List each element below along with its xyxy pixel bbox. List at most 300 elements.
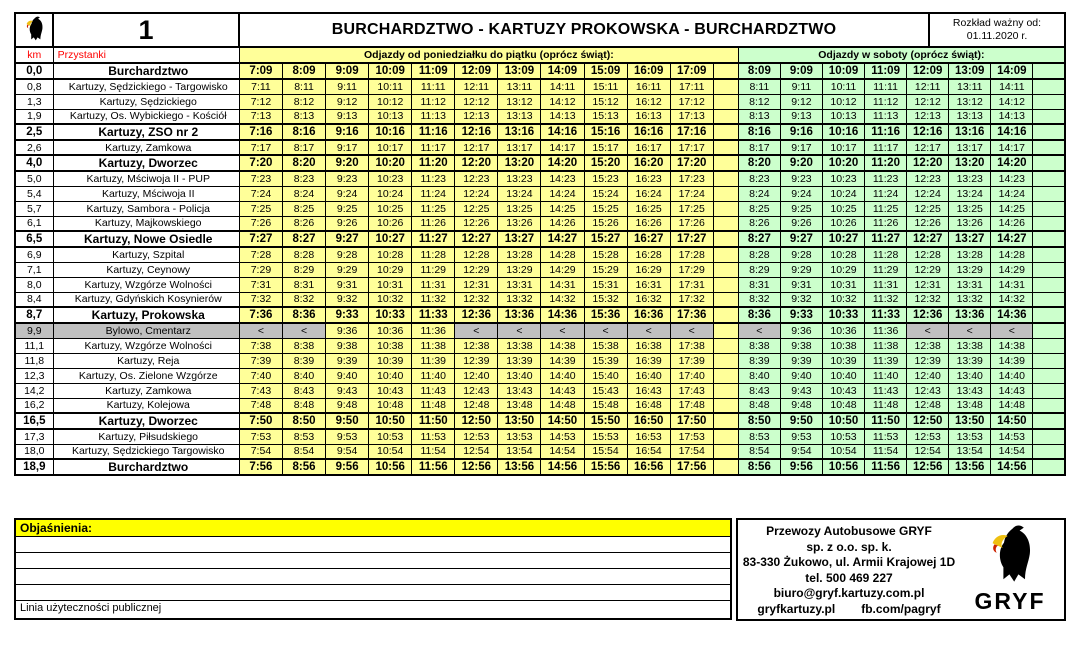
saturday-time-cell: 12:16 bbox=[907, 124, 949, 140]
company-phone: tel. 500 469 227 bbox=[805, 570, 893, 585]
weekday-time-cell: 10:12 bbox=[369, 94, 412, 109]
route-title: BURCHARDZTWO - KARTUZY PROKOWSKA - BURCHARDZTWO bbox=[240, 14, 930, 46]
weekday-time-cell: 9:27 bbox=[326, 231, 369, 247]
weekday-time-cell: 17:12 bbox=[670, 94, 713, 109]
saturday-time-cell: 9:09 bbox=[780, 63, 822, 79]
weekday-time-cell: 14:43 bbox=[541, 383, 584, 398]
weekday-empty-cell bbox=[713, 368, 738, 383]
weekday-time-cell: 7:31 bbox=[239, 277, 282, 292]
saturday-time-cell: 10:11 bbox=[822, 79, 864, 94]
weekday-time-cell: 7:20 bbox=[239, 155, 282, 171]
weekday-time-cell: 15:50 bbox=[584, 413, 627, 429]
weekday-time-cell: 16:54 bbox=[627, 444, 670, 459]
weekday-time-cell: 9:43 bbox=[326, 383, 369, 398]
saturday-time-cell: 9:32 bbox=[780, 292, 822, 307]
weekday-time-cell: 12:31 bbox=[455, 277, 498, 292]
skip-cell: < bbox=[670, 323, 713, 338]
saturday-time-cell: 13:40 bbox=[949, 368, 991, 383]
timetable-row bbox=[15, 171, 1065, 186]
weekday-empty-cell bbox=[713, 277, 738, 292]
weekday-empty-cell bbox=[713, 231, 738, 247]
saturday-time-cell: 13:25 bbox=[949, 201, 991, 216]
km-cell: 1,3 bbox=[15, 94, 53, 109]
weekday-time-cell: 9:17 bbox=[326, 140, 369, 155]
weekday-time-cell: 11:40 bbox=[412, 368, 455, 383]
legend-box bbox=[14, 518, 732, 620]
saturday-time-cell: 13:11 bbox=[949, 79, 991, 94]
weekday-time-cell: 7:25 bbox=[239, 201, 282, 216]
weekday-time-cell: 17:13 bbox=[670, 109, 713, 124]
saturday-time-cell: 11:16 bbox=[865, 124, 907, 140]
km-cell: 17,3 bbox=[15, 429, 53, 444]
saturday-time-cell: 9:16 bbox=[780, 124, 822, 140]
weekday-time-cell: 15:12 bbox=[584, 94, 627, 109]
weekday-time-cell: 14:13 bbox=[541, 109, 584, 124]
weekday-time-cell: 14:31 bbox=[541, 277, 584, 292]
km-cell: 12,3 bbox=[15, 368, 53, 383]
timetable-row bbox=[15, 413, 1065, 429]
saturday-time-cell: 14:25 bbox=[991, 201, 1033, 216]
saturday-time-cell: 9:24 bbox=[780, 186, 822, 201]
weekday-time-cell: 8:32 bbox=[282, 292, 325, 307]
weekday-time-cell: 11:53 bbox=[412, 429, 455, 444]
weekday-time-cell: 13:12 bbox=[498, 94, 541, 109]
saturday-time-cell: 11:20 bbox=[865, 155, 907, 171]
saturday-empty-cell bbox=[1033, 353, 1065, 368]
km-cell: 5,7 bbox=[15, 201, 53, 216]
weekday-time-cell: 14:27 bbox=[541, 231, 584, 247]
weekday-time-cell: 7:43 bbox=[239, 383, 282, 398]
km-cell: 6,9 bbox=[15, 247, 53, 262]
saturday-time-cell: 9:31 bbox=[780, 277, 822, 292]
saturday-empty-cell bbox=[1033, 63, 1065, 79]
saturday-time-cell: 8:31 bbox=[738, 277, 780, 292]
weekday-time-cell: 13:39 bbox=[498, 353, 541, 368]
weekday-time-cell: 16:24 bbox=[627, 186, 670, 201]
weekday-time-cell: 15:27 bbox=[584, 231, 627, 247]
timetable-row bbox=[15, 459, 1065, 475]
skip-cell: < bbox=[239, 323, 282, 338]
weekday-time-cell: 13:50 bbox=[498, 413, 541, 429]
weekday-time-cell: 17:11 bbox=[670, 79, 713, 94]
weekday-time-cell: 8:39 bbox=[282, 353, 325, 368]
km-cell: 14,2 bbox=[15, 383, 53, 398]
saturday-time-cell: 14:17 bbox=[991, 140, 1033, 155]
weekday-time-cell: 14:56 bbox=[541, 459, 584, 475]
weekday-time-cell: 17:32 bbox=[670, 292, 713, 307]
weekday-time-cell: 16:27 bbox=[627, 231, 670, 247]
weekday-time-cell: 7:16 bbox=[239, 124, 282, 140]
saturday-empty-cell bbox=[1033, 231, 1065, 247]
timetable-subheader bbox=[15, 47, 1065, 63]
weekday-time-cell: 16:11 bbox=[627, 79, 670, 94]
saturday-time-cell: 9:40 bbox=[780, 368, 822, 383]
header-band bbox=[14, 12, 1066, 46]
weekday-time-cell: 13:24 bbox=[498, 186, 541, 201]
weekday-time-cell: 16:50 bbox=[627, 413, 670, 429]
saturday-time-cell: 13:29 bbox=[949, 262, 991, 277]
saturday-empty-cell bbox=[1033, 338, 1065, 353]
weekday-time-cell: 12:32 bbox=[455, 292, 498, 307]
stop-cell: Kartuzy, Os. Wybickiego - Kościół bbox=[53, 109, 239, 124]
weekday-time-cell: 9:31 bbox=[326, 277, 369, 292]
company-facebook: fb.com/pagryf bbox=[861, 601, 941, 616]
timetable-row bbox=[15, 94, 1065, 109]
saturday-time-cell: 10:12 bbox=[822, 94, 864, 109]
saturday-time-cell: 11:28 bbox=[865, 247, 907, 262]
saturday-time-cell: 14:26 bbox=[991, 216, 1033, 231]
saturday-time-cell: 13:39 bbox=[949, 353, 991, 368]
saturday-time-cell: 9:54 bbox=[780, 444, 822, 459]
stop-cell: Kartuzy, Zamkowa bbox=[53, 383, 239, 398]
weekday-time-cell: 8:29 bbox=[282, 262, 325, 277]
saturday-time-cell: 13:27 bbox=[949, 231, 991, 247]
weekday-empty-cell bbox=[713, 459, 738, 475]
weekday-time-cell: 11:24 bbox=[412, 186, 455, 201]
weekday-empty-cell bbox=[713, 444, 738, 459]
saturday-time-cell: 11:26 bbox=[865, 216, 907, 231]
weekday-time-cell: 7:13 bbox=[239, 109, 282, 124]
weekday-time-cell: 15:11 bbox=[584, 79, 627, 94]
weekday-time-cell: 10:43 bbox=[369, 383, 412, 398]
weekday-time-cell: 17:38 bbox=[670, 338, 713, 353]
weekday-time-cell: 9:33 bbox=[326, 307, 369, 323]
gryf-logo-icon bbox=[979, 524, 1041, 590]
weekday-time-cell: 13:23 bbox=[498, 171, 541, 186]
weekday-time-cell: 16:36 bbox=[627, 307, 670, 323]
saturday-empty-cell bbox=[1033, 323, 1065, 338]
weekday-time-cell: 15:38 bbox=[584, 338, 627, 353]
km-cell: 4,0 bbox=[15, 155, 53, 171]
saturday-time-cell: 9:48 bbox=[780, 398, 822, 413]
saturday-time-cell: 11:33 bbox=[865, 307, 907, 323]
saturday-empty-cell bbox=[1033, 398, 1065, 413]
weekday-time-cell: 9:29 bbox=[326, 262, 369, 277]
weekday-time-cell: 17:20 bbox=[670, 155, 713, 171]
stop-cell: Kartuzy, Dworzec bbox=[53, 155, 239, 171]
saturday-time-cell: 12:48 bbox=[907, 398, 949, 413]
weekday-time-cell: 11:31 bbox=[412, 277, 455, 292]
weekday-time-cell: 7:28 bbox=[239, 247, 282, 262]
saturday-time-cell: 11:39 bbox=[865, 353, 907, 368]
saturday-time-cell: 9:13 bbox=[780, 109, 822, 124]
saturday-empty-cell bbox=[1033, 307, 1065, 323]
saturday-time-cell: 10:38 bbox=[822, 338, 864, 353]
legend-note: Linia użyteczności publicznej bbox=[20, 602, 162, 614]
weekday-time-cell: 14:29 bbox=[541, 262, 584, 277]
weekday-time-cell: 11:26 bbox=[412, 216, 455, 231]
weekday-time-cell: 8:28 bbox=[282, 247, 325, 262]
weekday-time-cell: 10:32 bbox=[369, 292, 412, 307]
weekday-time-cell: 15:31 bbox=[584, 277, 627, 292]
skip-cell: < bbox=[455, 323, 498, 338]
saturday-time-cell: 12:29 bbox=[907, 262, 949, 277]
weekday-time-cell: 7:32 bbox=[239, 292, 282, 307]
weekday-time-cell: 12:13 bbox=[455, 109, 498, 124]
gryf-wordmark: GRYF bbox=[974, 588, 1046, 614]
saturday-time-cell: 13:28 bbox=[949, 247, 991, 262]
saturday-time-cell: 10:17 bbox=[822, 140, 864, 155]
stop-cell: Burchardztwo bbox=[53, 63, 239, 79]
weekday-time-cell: 11:27 bbox=[412, 231, 455, 247]
weekday-time-cell: 13:29 bbox=[498, 262, 541, 277]
weekday-time-cell: 16:20 bbox=[627, 155, 670, 171]
weekday-time-cell: 13:48 bbox=[498, 398, 541, 413]
gryf-logo bbox=[960, 520, 1064, 619]
weekday-time-cell: 8:11 bbox=[282, 79, 325, 94]
stop-cell: Burchardztwo bbox=[53, 459, 239, 475]
saturday-time-cell: 13:24 bbox=[949, 186, 991, 201]
saturday-time-cell: 12:24 bbox=[907, 186, 949, 201]
weekday-time-cell: 16:26 bbox=[627, 216, 670, 231]
saturday-time-cell: 14:20 bbox=[991, 155, 1033, 171]
timetable-row bbox=[15, 307, 1065, 323]
saturday-time-cell: 8:32 bbox=[738, 292, 780, 307]
weekday-time-cell: 10:23 bbox=[369, 171, 412, 186]
saturday-time-cell: 14:36 bbox=[991, 307, 1033, 323]
weekday-time-cell: 8:54 bbox=[282, 444, 325, 459]
weekday-time-cell: 16:39 bbox=[627, 353, 670, 368]
saturday-time-cell: 8:40 bbox=[738, 368, 780, 383]
weekday-time-cell: 9:16 bbox=[326, 124, 369, 140]
saturday-time-cell: 13:43 bbox=[949, 383, 991, 398]
weekday-time-cell: 10:53 bbox=[369, 429, 412, 444]
weekday-time-cell: 10:39 bbox=[369, 353, 412, 368]
saturday-time-cell: 10:53 bbox=[822, 429, 864, 444]
weekday-time-cell: 10:24 bbox=[369, 186, 412, 201]
weekday-empty-cell bbox=[713, 247, 738, 262]
timetable-row bbox=[15, 124, 1065, 140]
stop-cell: Kartuzy, Gdyńskich Kosynierów bbox=[53, 292, 239, 307]
km-cell: 11,1 bbox=[15, 338, 53, 353]
timetable-row bbox=[15, 383, 1065, 398]
saturday-time-cell: 12:50 bbox=[907, 413, 949, 429]
saturday-empty-cell bbox=[1033, 124, 1065, 140]
saturday-time-cell: 13:16 bbox=[949, 124, 991, 140]
saturday-time-cell: 11:23 bbox=[865, 171, 907, 186]
saturday-time-cell: 13:09 bbox=[949, 63, 991, 79]
weekday-time-cell: 7:40 bbox=[239, 368, 282, 383]
weekday-time-cell: 17:36 bbox=[670, 307, 713, 323]
saturday-time-cell: 8:16 bbox=[738, 124, 780, 140]
saturday-time-cell: 14:53 bbox=[991, 429, 1033, 444]
timetable-row bbox=[15, 262, 1065, 277]
company-website: gryfkartuzy.pl bbox=[757, 601, 836, 616]
weekday-time-cell: 8:12 bbox=[282, 94, 325, 109]
stop-cell: Kartuzy, Mściwoja II - PUP bbox=[53, 171, 239, 186]
stop-cell: Kartuzy, Nowe Osiedle bbox=[53, 231, 239, 247]
valid-from-date: 01.11.2020 r. bbox=[966, 30, 1028, 42]
weekday-time-cell: 11:11 bbox=[412, 79, 455, 94]
saturday-time-cell: 9:36 bbox=[780, 323, 822, 338]
weekday-time-cell: 7:50 bbox=[239, 413, 282, 429]
weekday-time-cell: 15:20 bbox=[584, 155, 627, 171]
weekday-time-cell: 15:54 bbox=[584, 444, 627, 459]
weekday-time-cell: 11:43 bbox=[412, 383, 455, 398]
weekday-time-cell: 12:17 bbox=[455, 140, 498, 155]
weekday-time-cell: 15:32 bbox=[584, 292, 627, 307]
saturday-time-cell: 12:25 bbox=[907, 201, 949, 216]
stop-cell: Kartuzy, Wzgórze Wolności bbox=[53, 338, 239, 353]
weekday-time-cell: 10:20 bbox=[369, 155, 412, 171]
stop-cell: Kartuzy, ZSO nr 2 bbox=[53, 124, 239, 140]
weekday-time-cell: 13:20 bbox=[498, 155, 541, 171]
saturday-empty-cell bbox=[1033, 155, 1065, 171]
weekday-time-cell: 17:43 bbox=[670, 383, 713, 398]
km-cell: 18,9 bbox=[15, 459, 53, 475]
weekday-time-cell: 14:16 bbox=[541, 124, 584, 140]
saturday-time-cell: 12:36 bbox=[907, 307, 949, 323]
weekday-time-cell: 11:16 bbox=[412, 124, 455, 140]
weekday-time-cell: 8:27 bbox=[282, 231, 325, 247]
weekday-time-cell: 9:23 bbox=[326, 171, 369, 186]
saturday-time-cell: 10:28 bbox=[822, 247, 864, 262]
saturday-time-cell: 11:36 bbox=[865, 323, 907, 338]
km-cell: 2,6 bbox=[15, 140, 53, 155]
weekday-time-cell: 13:25 bbox=[498, 201, 541, 216]
weekday-time-cell: 7:48 bbox=[239, 398, 282, 413]
weekday-time-cell: 8:17 bbox=[282, 140, 325, 155]
weekday-time-cell: 10:40 bbox=[369, 368, 412, 383]
weekday-time-cell: 9:09 bbox=[326, 63, 369, 79]
saturday-time-cell: 10:43 bbox=[822, 383, 864, 398]
weekday-time-cell: 13:28 bbox=[498, 247, 541, 262]
saturday-time-cell: 11:29 bbox=[865, 262, 907, 277]
saturday-time-cell: 9:29 bbox=[780, 262, 822, 277]
km-cell: 9,9 bbox=[15, 323, 53, 338]
km-cell: 6,1 bbox=[15, 216, 53, 231]
valid-from-box bbox=[930, 14, 1064, 46]
weekday-time-cell: 15:28 bbox=[584, 247, 627, 262]
weekday-empty-cell bbox=[713, 338, 738, 353]
weekday-time-cell: 15:26 bbox=[584, 216, 627, 231]
weekday-time-cell: 11:17 bbox=[412, 140, 455, 155]
weekday-time-cell: 7:24 bbox=[239, 186, 282, 201]
weekday-time-cell: 8:36 bbox=[282, 307, 325, 323]
stop-cell: Kartuzy, Sędzickiego Targowisko bbox=[53, 444, 239, 459]
weekday-time-cell: 7:39 bbox=[239, 353, 282, 368]
weekday-time-cell: 10:36 bbox=[369, 323, 412, 338]
skip-cell: < bbox=[627, 323, 670, 338]
weekday-time-cell: 14:24 bbox=[541, 186, 584, 201]
saturday-time-cell: 12:56 bbox=[907, 459, 949, 475]
weekday-time-cell: 17:16 bbox=[670, 124, 713, 140]
saturday-time-cell: 9:27 bbox=[780, 231, 822, 247]
weekday-time-cell: 9:56 bbox=[326, 459, 369, 475]
saturday-time-cell: 11:53 bbox=[865, 429, 907, 444]
saturday-time-cell: 14:54 bbox=[991, 444, 1033, 459]
saturday-time-cell: 10:13 bbox=[822, 109, 864, 124]
weekday-time-cell: 13:56 bbox=[498, 459, 541, 475]
timetable-row bbox=[15, 398, 1065, 413]
skip-cell: < bbox=[991, 323, 1033, 338]
company-legal-form: sp. z o.o. sp. k. bbox=[806, 539, 892, 554]
weekday-time-cell: 14:12 bbox=[541, 94, 584, 109]
saturday-time-cell: 12:20 bbox=[907, 155, 949, 171]
weekday-time-cell: 17:23 bbox=[670, 171, 713, 186]
weekday-time-cell: 11:48 bbox=[412, 398, 455, 413]
saturday-time-cell: 9:50 bbox=[780, 413, 822, 429]
saturday-time-cell: 8:29 bbox=[738, 262, 780, 277]
weekday-section-header: Odjazdy od poniedziałku do piątku (oprócz świąt): bbox=[239, 47, 738, 63]
saturday-time-cell: 11:12 bbox=[865, 94, 907, 109]
stop-cell: Kartuzy, Majkowskiego bbox=[53, 216, 239, 231]
weekday-time-cell: 13:31 bbox=[498, 277, 541, 292]
weekday-time-cell: 15:23 bbox=[584, 171, 627, 186]
weekday-time-cell: 15:16 bbox=[584, 124, 627, 140]
weekday-time-cell: 13:32 bbox=[498, 292, 541, 307]
skip-cell: < bbox=[907, 323, 949, 338]
saturday-time-cell: 13:54 bbox=[949, 444, 991, 459]
weekday-time-cell: 8:31 bbox=[282, 277, 325, 292]
saturday-time-cell: 10:27 bbox=[822, 231, 864, 247]
weekday-time-cell: 16:12 bbox=[627, 94, 670, 109]
saturday-time-cell: 10:50 bbox=[822, 413, 864, 429]
weekday-time-cell: 15:29 bbox=[584, 262, 627, 277]
weekday-time-cell: 8:40 bbox=[282, 368, 325, 383]
weekday-time-cell: 11:54 bbox=[412, 444, 455, 459]
saturday-time-cell: 12:27 bbox=[907, 231, 949, 247]
saturday-time-cell: 11:54 bbox=[865, 444, 907, 459]
weekday-time-cell: 10:48 bbox=[369, 398, 412, 413]
timetable-row bbox=[15, 323, 1065, 338]
weekday-time-cell: 12:56 bbox=[455, 459, 498, 475]
km-cell: 11,8 bbox=[15, 353, 53, 368]
saturday-time-cell: 8:13 bbox=[738, 109, 780, 124]
saturday-time-cell: 14:31 bbox=[991, 277, 1033, 292]
weekday-time-cell: 11:56 bbox=[412, 459, 455, 475]
legend-empty-row bbox=[16, 569, 730, 585]
skip-cell: < bbox=[498, 323, 541, 338]
weekday-time-cell: 11:09 bbox=[412, 63, 455, 79]
weekday-time-cell: 8:43 bbox=[282, 383, 325, 398]
saturday-time-cell: 12:17 bbox=[907, 140, 949, 155]
saturday-time-cell: 14:29 bbox=[991, 262, 1033, 277]
weekday-empty-cell bbox=[713, 124, 738, 140]
saturday-time-cell: 12:09 bbox=[907, 63, 949, 79]
weekday-empty-cell bbox=[713, 398, 738, 413]
weekday-time-cell: 15:09 bbox=[584, 63, 627, 79]
saturday-time-cell: 11:24 bbox=[865, 186, 907, 201]
legend-title: Objaśnienia: bbox=[16, 520, 730, 537]
weekday-time-cell: 16:09 bbox=[627, 63, 670, 79]
weekday-time-cell: 11:50 bbox=[412, 413, 455, 429]
saturday-time-cell: 10:29 bbox=[822, 262, 864, 277]
weekday-time-cell: 13:53 bbox=[498, 429, 541, 444]
weekday-time-cell: 16:38 bbox=[627, 338, 670, 353]
saturday-time-cell: 9:56 bbox=[780, 459, 822, 475]
weekday-time-cell: 14:11 bbox=[541, 79, 584, 94]
weekday-time-cell: 8:24 bbox=[282, 186, 325, 201]
saturday-time-cell: 8:26 bbox=[738, 216, 780, 231]
saturday-time-cell: 8:23 bbox=[738, 171, 780, 186]
weekday-empty-cell bbox=[713, 79, 738, 94]
weekday-empty-cell bbox=[713, 292, 738, 307]
saturday-time-cell: 8:56 bbox=[738, 459, 780, 475]
saturday-time-cell: 12:13 bbox=[907, 109, 949, 124]
weekday-time-cell: 12:12 bbox=[455, 94, 498, 109]
saturday-time-cell: 10:32 bbox=[822, 292, 864, 307]
saturday-time-cell: 10:23 bbox=[822, 171, 864, 186]
saturday-time-cell: 11:13 bbox=[865, 109, 907, 124]
weekday-time-cell: 11:36 bbox=[412, 323, 455, 338]
weekday-empty-cell bbox=[713, 140, 738, 155]
weekday-time-cell: 13:43 bbox=[498, 383, 541, 398]
weekday-time-cell: 12:23 bbox=[455, 171, 498, 186]
weekday-empty-cell bbox=[713, 413, 738, 429]
weekday-empty-cell bbox=[713, 63, 738, 79]
timetable-row bbox=[15, 216, 1065, 231]
